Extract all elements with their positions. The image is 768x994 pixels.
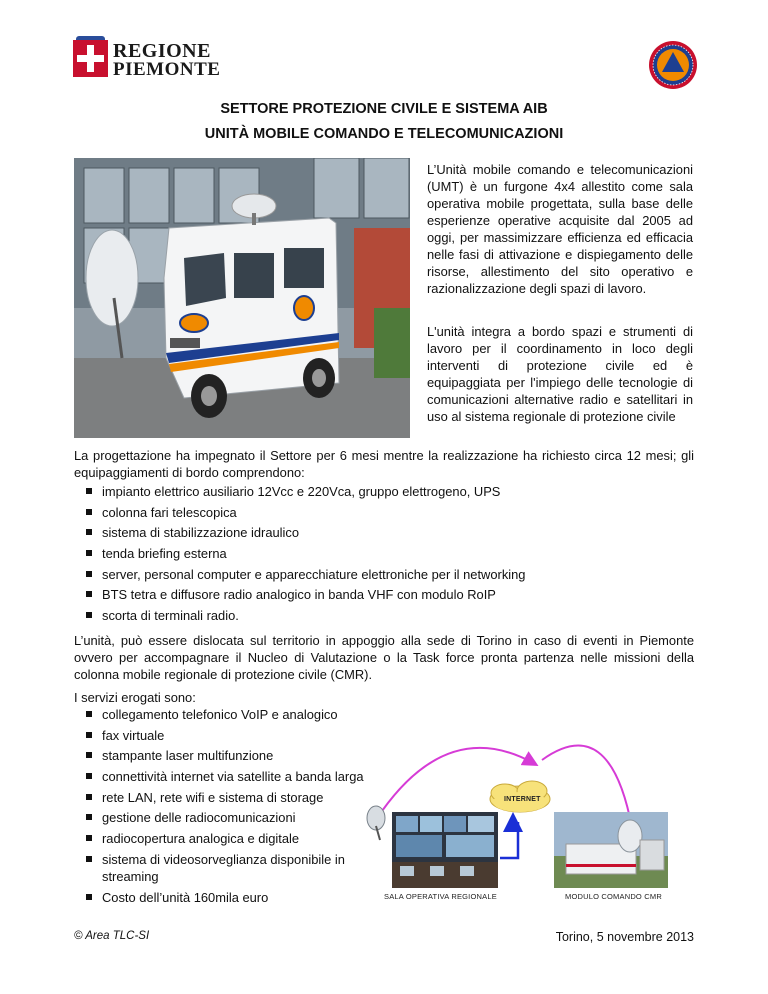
list-item: collegamento telefonico VoIP e analogico <box>73 706 393 723</box>
equipaggiamenti-list <box>73 483 693 628</box>
cross-shield-icon <box>73 40 108 77</box>
list-item: server, personal computer e apparecchiature elettroniche per il networking <box>73 566 693 583</box>
list-item: stampante laser multifunzione <box>73 747 393 764</box>
servizi-list <box>73 706 393 909</box>
servizi-intro: I servizi erogati sono: <box>74 690 196 705</box>
umt-van-photo <box>74 158 410 438</box>
list-item: colonna fari telescopica <box>73 504 693 521</box>
wired-link-arrow <box>500 822 518 858</box>
list-item: tenda briefing esterna <box>73 545 693 562</box>
internet-label: INTERNET <box>504 796 541 803</box>
list-item: Costo dell’unità 160mila euro <box>73 889 393 906</box>
list-item: scorta di terminali radio. <box>73 607 693 624</box>
progettazione-paragraph: La progettazione ha impegnato il Settore per 6 mesi mentre la realizzazione ha richiesto circa 12 mesi; gli equipaggiamenti di bordo comprendono: <box>74 448 694 480</box>
document-subtitle: UNITÀ MOBILE COMANDO E TELECOMUNICAZIONI <box>204 126 564 142</box>
list-item: fax virtuale <box>73 727 393 744</box>
civil-protection-icon <box>648 40 698 90</box>
logo-text-line2: PIEMONTE <box>113 59 221 80</box>
footer-copyright: © Area TLC-SI <box>74 930 150 942</box>
list-item: impianto elettrico ausiliario 12Vcc e 220Vca, gruppo elettrogeno, UPS <box>73 483 693 500</box>
intro-paragraph-1: L’Unità mobile comando e telecomunicazioni (UMT) è un furgone 4x4 allestito come sala operativa mobile progettata, sulla base delle esperienze operative acquisite dal 2005 ad oggi, per massimizzare efficienza ed efficacia nelle fasi di attivazione e dispiegamento delle risorse, allestimento del sito operativo e razionalizzazione degli spazi di lavoro. <box>427 162 693 296</box>
document-title: SETTORE PROTEZIONE CIVILE E SISTEMA AIB <box>220 101 548 117</box>
network-diagram <box>360 736 700 906</box>
control-room-photo <box>392 812 498 888</box>
cmr-module-photo <box>554 812 668 888</box>
intro-paragraph-2: L'unità integra a bordo spazi e strumenti di lavoro per il coordinamento in loco degli interventi di protezione civile ed è equipaggiata per l'impiego delle tecnologie di comunicazioni alternative radio e satellitari in uso al sistema regionale di protezione civile <box>427 324 693 424</box>
list-item: sistema di videosorveglianza disponibile in streaming <box>73 851 372 885</box>
list-item: rete LAN, rete wifi e sistema di storage <box>73 789 393 806</box>
dislocazione-paragraph: L’unità, può essere dislocata sul territorio in appoggio alla sede di Torino in caso di eventi in Piemonte ovvero per accompagnare il Nucleo di Valutazione o la Task force pronta partenza nelle missioni della colonna mobile regionale di protezione civile (CMR). <box>74 633 694 682</box>
caption-modulo-comando: MODULO COMANDO CMR <box>565 892 662 901</box>
list-item: radiocopertura analogica e digitale <box>73 830 393 847</box>
protezione-civile-emblem <box>648 40 698 90</box>
regione-piemonte-logo <box>73 40 221 80</box>
satellite-dish-icon <box>367 806 385 840</box>
list-item: connettività internet via satellite a banda larga <box>73 768 393 785</box>
list-item: gestione delle radiocomunicazioni <box>73 809 393 826</box>
list-item: sistema di stabilizzazione idraulico <box>73 524 693 541</box>
footer-date: Torino, 5 novembre 2013 <box>555 930 694 944</box>
caption-sala-operativa: SALA OPERATIVA REGIONALE <box>384 892 497 901</box>
list-item: BTS tetra e diffusore radio analogico in banda VHF con modulo RoIP <box>73 586 693 603</box>
logo-text-line1: REGIONE <box>113 40 211 62</box>
